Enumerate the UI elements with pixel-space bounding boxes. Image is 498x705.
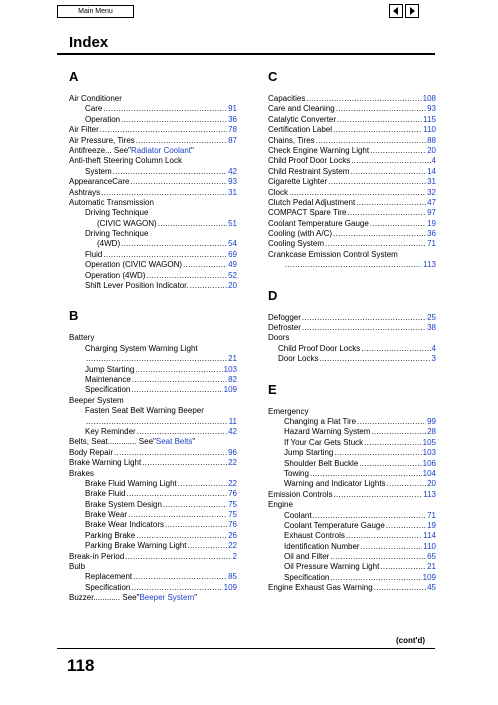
page-link[interactable]: 36 xyxy=(228,114,237,124)
arrow-left-icon xyxy=(390,5,402,17)
dot-leader xyxy=(100,125,227,135)
index-entry: Child Restraint System ..... 14 xyxy=(268,167,436,177)
page-link[interactable]: 26 xyxy=(228,530,237,540)
page-link[interactable]: 49 xyxy=(228,260,237,270)
page-link[interactable]: 31 xyxy=(427,177,436,187)
index-entry: Coolant ..... 71 xyxy=(268,511,436,521)
section-d-entries xyxy=(268,313,436,365)
dot-leader xyxy=(165,520,227,530)
index-entry: Cigarette Lighter ..... 31 xyxy=(268,177,436,187)
index-entry-see-also: Antifreeze... See"Radiator Coolant" xyxy=(69,145,194,155)
index-heading: Driving Technique xyxy=(85,229,149,239)
page-link[interactable]: 19 xyxy=(427,218,436,228)
index-entry: Defroster ..... 38 xyxy=(268,323,436,333)
dot-leader xyxy=(188,541,228,551)
index-entry: Fluid ..... 69 xyxy=(69,250,237,260)
dot-leader xyxy=(357,417,426,427)
page-link[interactable]: 22 xyxy=(228,541,237,551)
page-link[interactable]: 71 xyxy=(427,239,436,249)
dot-leader xyxy=(310,469,422,479)
index-heading: Air Conditioner xyxy=(69,94,122,103)
index-heading: Anti-theft Steering Column Lock xyxy=(69,156,182,166)
page-link[interactable]: 110 xyxy=(423,125,436,135)
page-link[interactable]: 54 xyxy=(228,239,237,249)
section-e-entries xyxy=(268,407,436,594)
index-heading: Brakes xyxy=(69,468,94,478)
page-link[interactable]: 78 xyxy=(228,125,237,135)
index-entry: AppearanceCare ..... 93 xyxy=(69,177,237,187)
dot-leader xyxy=(132,375,227,385)
dot-leader xyxy=(135,365,222,375)
index-entry: Door Locks ..... 3 xyxy=(268,354,436,364)
page-link[interactable]: 21 xyxy=(228,354,237,364)
index-entry: System ..... 42 xyxy=(69,167,237,177)
index-entry: Emission Controls ..... 113 xyxy=(268,490,436,500)
top-toolbar xyxy=(0,0,498,22)
page-link[interactable]: 104 xyxy=(422,468,436,478)
page-link[interactable]: 85 xyxy=(228,572,237,582)
dot-leader xyxy=(336,104,426,114)
index-entry: Exhaust Controls ..... 114 xyxy=(268,531,436,541)
dot-leader xyxy=(137,427,227,437)
page-link[interactable]: 106 xyxy=(422,458,436,468)
index-entry: Capacities ..... 108 xyxy=(268,94,436,104)
index-heading: Automatic Transmission xyxy=(69,197,154,207)
page-link[interactable]: 76 xyxy=(228,489,237,499)
page-link[interactable]: 21 xyxy=(427,562,436,572)
page-link[interactable]: 25 xyxy=(427,312,436,322)
dot-leader xyxy=(356,198,426,208)
index-entry: Brake Wear Indicators ..... 76 xyxy=(69,520,237,530)
index-entry: Catalytic Converter ..... 115 xyxy=(268,115,436,125)
index-entry: Towing ..... 104 xyxy=(268,469,436,479)
page-link[interactable]: 20 xyxy=(427,145,436,155)
dot-leader xyxy=(386,521,426,531)
dot-leader xyxy=(130,177,227,187)
page-link[interactable]: 3 xyxy=(431,354,436,364)
page-link[interactable]: 32 xyxy=(427,187,436,197)
index-entry: Coolant Temperature Gauge ..... 19 xyxy=(268,521,436,531)
page-link[interactable]: 103 xyxy=(422,448,436,458)
index-entry: Maintenance ..... 82 xyxy=(69,375,237,385)
index-entry: Shoulder Belt Buckle ..... 106 xyxy=(268,459,436,469)
dot-leader xyxy=(351,156,430,166)
index-entry: Defogger ..... 25 xyxy=(268,313,436,323)
index-entry-see-also: Buzzer............ See"Beeper System" xyxy=(69,593,197,603)
page-link[interactable]: 4 xyxy=(431,156,436,166)
arrow-right-icon xyxy=(406,5,418,17)
index-heading: Doors xyxy=(268,333,290,343)
index-entry: Parking Brake Warning Light ..... 22 xyxy=(69,541,237,551)
dot-leader xyxy=(183,260,227,270)
index-entry: Replacement ..... 85 xyxy=(69,572,237,582)
page-link[interactable]: 22 xyxy=(228,478,237,488)
index-entry: Chains, Tires ..... 88 xyxy=(268,136,436,146)
page-link[interactable]: 108 xyxy=(422,94,436,103)
dot-leader xyxy=(361,542,423,552)
page-link[interactable]: 19 xyxy=(427,520,436,530)
dot-leader xyxy=(289,188,426,198)
page-link[interactable]: 75 xyxy=(228,499,237,509)
page-link[interactable]: 69 xyxy=(228,249,237,259)
page-link[interactable]: 4 xyxy=(431,343,436,353)
page-link[interactable]: 114 xyxy=(423,531,436,541)
page-link[interactable]: 20 xyxy=(228,281,237,291)
index-column-left xyxy=(69,68,237,604)
page-link[interactable]: 109 xyxy=(223,385,237,395)
dot-leader xyxy=(131,385,222,395)
index-heading: Engine xyxy=(268,500,293,510)
index-entry: Specification ..... 109 xyxy=(69,583,237,593)
page-link[interactable]: 103 xyxy=(223,364,237,374)
dot-leader xyxy=(136,531,227,541)
index-entry: (CIVIC WAGON) ..... 51 xyxy=(69,219,237,229)
cross-reference-link[interactable]: Beeper System xyxy=(139,593,195,603)
index-entry: Coolant Temperature Gauge ..... 19 xyxy=(268,219,436,229)
index-entry: Oil Pressure Warning Light ..... 21 xyxy=(268,562,436,572)
dot-leader xyxy=(306,94,421,104)
title-divider xyxy=(57,53,435,55)
index-entry xyxy=(69,354,237,364)
page-link[interactable]: 65 xyxy=(427,552,436,562)
index-entry: Changing a Flat Tire ..... 99 xyxy=(268,417,436,427)
dot-leader xyxy=(146,271,227,281)
index-heading: Battery xyxy=(69,333,95,343)
dot-leader xyxy=(361,344,430,354)
dot-leader xyxy=(131,583,222,593)
dot-leader xyxy=(313,511,427,521)
page-link[interactable]: 45 xyxy=(427,583,436,593)
page-link[interactable]: 42 xyxy=(228,166,237,176)
section-c-entries xyxy=(268,94,436,271)
page-link[interactable]: 14 xyxy=(427,166,436,176)
dot-leader xyxy=(121,115,227,125)
page-link[interactable]: 91 xyxy=(228,104,237,114)
page-link[interactable]: 109 xyxy=(422,572,436,582)
index-entry: Break-in Period ..... 2 xyxy=(69,552,237,562)
index-entry: Key Reminder ..... 42 xyxy=(69,427,237,437)
index-entry: Brake Warning Light ..... 22 xyxy=(69,458,237,468)
section-letter-d: D xyxy=(268,287,278,303)
dot-leader xyxy=(101,188,227,198)
index-entry: COMPACT Spare Tire ..... 97 xyxy=(268,208,436,218)
index-entry xyxy=(69,417,237,427)
index-entry: Body Repair ..... 96 xyxy=(69,448,237,458)
index-entry: Shift Lever Position Indicator. ..... 20 xyxy=(69,281,237,291)
index-entry: (4WD) ..... 54 xyxy=(69,239,237,249)
dot-leader xyxy=(371,427,426,437)
page-link[interactable]: 93 xyxy=(228,177,237,187)
dot-leader xyxy=(364,438,421,448)
index-entry: Air Filter ..... 78 xyxy=(69,125,237,135)
page-link[interactable]: 2 xyxy=(232,551,237,561)
dot-leader xyxy=(302,323,426,333)
dot-leader xyxy=(346,531,422,541)
dot-leader xyxy=(319,354,430,364)
index-heading: Fasten Seat Belt Warning Beeper xyxy=(85,406,204,416)
page-link[interactable]: 109 xyxy=(223,582,237,592)
section-b-entries xyxy=(69,333,237,603)
index-entry: Cooling (with A/C) ..... 36 xyxy=(268,229,436,239)
page-number: 118 xyxy=(67,656,95,675)
page-link[interactable]: 75 xyxy=(228,510,237,520)
section-letter-a: A xyxy=(69,69,79,84)
section-letter-c: C xyxy=(268,69,278,84)
page-link[interactable]: 36 xyxy=(427,229,436,239)
index-heading: Charging System Warning Light xyxy=(85,343,198,353)
dot-leader xyxy=(121,239,227,249)
index-entry: Operation (CIVIC WAGON) ..... 49 xyxy=(69,260,237,270)
index-heading: Driving Technique xyxy=(85,208,149,218)
page-link[interactable]: 113 xyxy=(423,260,436,270)
index-entry: Certification Label ..... 110 xyxy=(268,125,436,135)
index-entry: Jump Starting ..... 103 xyxy=(268,448,436,458)
dot-leader xyxy=(374,583,426,593)
dot-leader xyxy=(178,479,227,489)
index-column-right xyxy=(268,68,436,594)
footer-divider xyxy=(57,648,435,649)
index-entry: Clutch Pedal Adjustment ..... 47 xyxy=(268,198,436,208)
index-entry: Specification ..... 109 xyxy=(268,573,436,583)
index-entry: Oil and Filter ..... 65 xyxy=(268,552,436,562)
index-entry: Hazard Warning System ..... 28 xyxy=(268,427,436,437)
index-heading: Bulb xyxy=(69,562,86,572)
page-link[interactable]: 11 xyxy=(228,416,237,426)
section-letter-e: E xyxy=(268,381,277,397)
page-link[interactable]: 76 xyxy=(228,520,237,530)
index-entry: If Your Car Gets Stuck ..... 105 xyxy=(268,438,436,448)
dot-leader xyxy=(103,104,227,114)
dot-leader xyxy=(330,552,426,562)
index-entry: Ashtrays ..... 31 xyxy=(69,188,237,198)
index-entry: Air Pressure, Tires ..... 87 xyxy=(69,136,237,146)
index-entry-see-also: Belts, Seat............. See"Seat Belts" xyxy=(69,437,196,447)
dot-leader xyxy=(333,229,426,239)
page-link[interactable]: 105 xyxy=(422,437,436,447)
index-heading: Crankcase Emission Control System xyxy=(268,249,398,259)
dot-leader xyxy=(350,167,426,177)
main-menu-button[interactable]: Main Menu xyxy=(57,5,134,18)
dot-leader xyxy=(330,573,421,583)
page-link[interactable]: 113 xyxy=(423,489,436,499)
dot-leader xyxy=(125,552,231,562)
index-entry: Child Proof Door Locks ..... 4 xyxy=(268,156,436,166)
dot-leader xyxy=(316,136,426,146)
index-entry: Brake Fluid ..... 76 xyxy=(69,489,237,499)
dot-leader xyxy=(285,260,422,270)
dot-leader xyxy=(333,490,422,500)
page-link[interactable]: 93 xyxy=(427,104,436,114)
dot-leader xyxy=(190,281,227,291)
page-link[interactable]: 88 xyxy=(427,135,436,145)
page-link[interactable]: 52 xyxy=(228,270,237,280)
dot-leader xyxy=(370,219,426,229)
index-entry: Specification ..... 109 xyxy=(69,385,237,395)
index-entry: Cooling System ..... 71 xyxy=(268,239,436,249)
previous-page-button[interactable] xyxy=(389,4,403,18)
dot-leader xyxy=(334,448,421,458)
page-link[interactable]: 97 xyxy=(427,208,436,218)
dot-leader xyxy=(136,136,227,146)
dot-leader xyxy=(142,458,227,468)
index-entry xyxy=(268,260,436,270)
index-entry: Brake Wear ..... 75 xyxy=(69,510,237,520)
dot-leader xyxy=(163,500,227,510)
page-link[interactable]: 71 xyxy=(427,510,436,520)
index-entry: Operation (4WD) ..... 52 xyxy=(69,271,237,281)
page-link[interactable]: 96 xyxy=(228,447,237,457)
index-heading: Beeper System xyxy=(69,395,124,405)
dot-leader xyxy=(347,208,426,218)
page-link[interactable]: 115 xyxy=(423,114,436,124)
dot-leader xyxy=(133,572,227,582)
index-entry: Jump Starting ..... 103 xyxy=(69,365,237,375)
dot-leader xyxy=(325,239,426,249)
page-link[interactable]: 51 xyxy=(228,218,237,228)
dot-leader xyxy=(333,125,422,135)
page-link[interactable]: 87 xyxy=(228,135,237,145)
dot-leader xyxy=(328,177,426,187)
index-entry: Operation ..... 36 xyxy=(69,115,237,125)
index-entry: Care ..... 91 xyxy=(69,104,237,114)
page-link[interactable]: 20 xyxy=(427,479,436,489)
page-link[interactable]: 99 xyxy=(427,416,436,426)
dot-leader xyxy=(302,313,426,323)
page-link[interactable]: 38 xyxy=(427,323,436,333)
page-link[interactable]: 110 xyxy=(423,541,436,551)
dot-leader xyxy=(337,115,422,125)
continued-note: (cont'd) xyxy=(396,636,426,645)
dot-leader xyxy=(86,354,227,364)
index-entry: Warning and Indicator Lights ..... 20 xyxy=(268,479,436,489)
index-entry: Engine Exhaust Gas Warning ..... 45 xyxy=(268,583,436,593)
index-heading: Emergency xyxy=(268,406,309,416)
dot-leader xyxy=(128,510,227,520)
page-link[interactable]: 28 xyxy=(427,427,436,437)
index-entry: Care and Cleaning ..... 93 xyxy=(268,104,436,114)
index-entry: Parking Brake ..... 26 xyxy=(69,531,237,541)
page-link[interactable]: 22 xyxy=(228,458,237,468)
dot-leader xyxy=(113,167,227,177)
index-entry: Check Engine Warning Light ..... 20 xyxy=(268,146,436,156)
index-entry: Child Proof Door Locks ..... 4 xyxy=(268,344,436,354)
page-link[interactable]: 42 xyxy=(228,426,237,436)
dot-leader xyxy=(370,146,426,156)
dot-leader xyxy=(126,489,227,499)
section-letter-b: B xyxy=(69,308,79,324)
dot-leader xyxy=(114,448,227,458)
dot-leader xyxy=(359,459,421,469)
dot-leader xyxy=(387,479,427,489)
dot-leader xyxy=(380,562,426,572)
page-title: Index xyxy=(69,34,109,51)
next-page-button[interactable] xyxy=(405,4,419,18)
index-entry: Clock ..... 32 xyxy=(268,188,436,198)
section-a-entries xyxy=(69,94,237,291)
cross-reference-link[interactable]: Seat Belts xyxy=(155,437,193,447)
index-entry: Brake Fluid Warning Light ..... 22 xyxy=(69,479,237,489)
page-link[interactable]: 47 xyxy=(427,197,436,207)
dot-leader xyxy=(86,417,228,427)
index-entry: Identification Number ..... 110 xyxy=(268,542,436,552)
dot-leader xyxy=(158,219,227,229)
page-link[interactable]: 31 xyxy=(228,187,237,197)
index-entry: Brake System Design ..... 75 xyxy=(69,500,237,510)
cross-reference-link[interactable]: Radiator Coolant xyxy=(130,145,192,155)
dot-leader xyxy=(103,250,227,260)
page-link[interactable]: 82 xyxy=(228,375,237,384)
